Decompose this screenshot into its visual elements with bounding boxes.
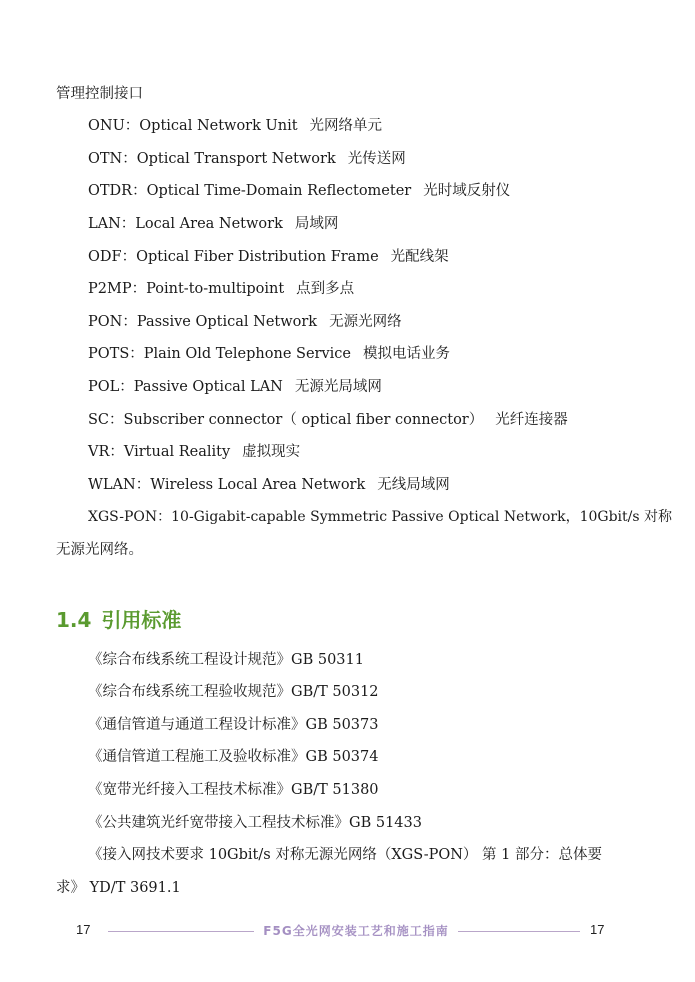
abbr-code: POL： — [88, 379, 134, 395]
section-title: 引用标准 — [101, 608, 182, 632]
abbr-code: LAN： — [88, 216, 136, 232]
abbr-english: Optical Time-Domain Reflectometer — [146, 183, 412, 199]
abbr-code: PON： — [88, 314, 137, 330]
abbr-chinese: 点到多点 — [296, 281, 355, 297]
page-number-left: 17 — [76, 922, 91, 937]
abbr-code: WLAN： — [88, 477, 151, 493]
section-number: 1.4 — [56, 608, 92, 632]
standard-item: 《通信管道与通道工程设计标准》GB 50373 — [88, 717, 379, 733]
abbr-english: Optical Fiber Distribution Frame — [136, 249, 379, 265]
standard-item: 《公共建筑光纤宽带接入工程技术标准》GB 51433 — [88, 815, 422, 831]
abbr-item-pon — [0, 312, 695, 332]
abbr-chinese: 光时域反射仪 — [423, 183, 511, 199]
abbr-item-sc — [0, 410, 695, 430]
page-number-right: 17 — [590, 922, 605, 937]
abbr-item-onu — [0, 116, 695, 136]
footer-rule-right — [458, 931, 580, 932]
abbr-item-odf — [0, 247, 695, 267]
abbr-item-xgs-pon: XGS-PON：10-Gigabit-capable Symmetric Passive Optical Network，10Gbit/s 对称 — [88, 509, 672, 525]
standard-item: 《宽带光纤接入工程技术标准》GB/T 51380 — [88, 782, 379, 798]
abbr-item-pots — [0, 344, 695, 364]
standard-item: 《通信管道工程施工及验收标准》GB 50374 — [88, 749, 379, 765]
intro-line: 管理控制接口 — [56, 86, 143, 102]
abbr-code: OTN： — [88, 151, 137, 167]
abbr-chinese: 无线局域网 — [377, 477, 450, 493]
standard-item-xgs-pon: 《接入网技术要求 10Gbit/s 对称无源光网络（XGS-PON） 第 1 部分：总体要 — [88, 847, 602, 863]
abbr-code: SC： — [88, 412, 124, 428]
abbr-english: Optical Network Unit — [139, 118, 298, 134]
abbr-chinese: 光纤连接器 — [495, 412, 568, 428]
page-footer — [0, 920, 695, 944]
abbr-english: Virtual Reality — [123, 444, 231, 460]
standard-item: 《综合布线系统工程设计规范》GB 50311 — [88, 652, 364, 668]
abbr-item-lan — [0, 214, 695, 234]
abbr-chinese: 虚拟现实 — [242, 444, 301, 460]
abbr-code: OTDR： — [88, 183, 147, 199]
abbr-english: Plain Old Telephone Service — [143, 346, 351, 362]
abbr-english: Wireless Local Area Network — [150, 477, 366, 493]
abbr-code: ONU： — [88, 118, 140, 134]
abbr-code: POTS： — [88, 346, 144, 362]
abbr-chinese: 光传送网 — [347, 151, 406, 167]
abbr-item-otn — [0, 149, 695, 169]
standard-item: 《综合布线系统工程验收规范》GB/T 50312 — [88, 684, 379, 700]
abbr-item-p2mp — [0, 279, 695, 299]
abbr-item-wlan — [0, 475, 695, 495]
abbr-code: ODF： — [88, 249, 137, 265]
footer-title: F5G全光网安装工艺和施工指南 — [263, 924, 449, 938]
abbr-english: Subscriber connector（ optical fiber connector） — [123, 412, 484, 428]
abbr-english: Point-to-multipoint — [146, 281, 285, 297]
abbr-code: VR： — [88, 444, 124, 460]
abbr-chinese: 模拟电话业务 — [363, 346, 450, 362]
abbr-english: Passive Optical Network — [136, 314, 318, 330]
abbr-chinese: 无源光网络 — [329, 314, 402, 330]
abbr-english: Optical Transport Network — [136, 151, 336, 167]
abbr-item-xgs-pon-continued: 无源光网络。 — [56, 542, 143, 558]
footer-rule-left — [108, 931, 254, 932]
abbr-item-vr — [0, 442, 695, 462]
abbr-item-otdr — [0, 181, 695, 201]
abbr-english: Local Area Network — [135, 216, 283, 232]
section-heading — [56, 606, 181, 634]
abbr-chinese: 无源光局域网 — [294, 379, 382, 395]
standard-item-xgs-pon-continued: 求》 YD/T 3691.1 — [56, 880, 181, 896]
abbr-chinese: 光网络单元 — [309, 118, 383, 134]
abbr-code: P2MP： — [88, 281, 147, 297]
abbr-chinese: 局域网 — [294, 216, 339, 232]
abbr-english: Passive Optical LAN — [133, 379, 283, 395]
abbr-item-pol — [0, 377, 695, 397]
abbr-chinese: 光配线架 — [390, 249, 449, 265]
